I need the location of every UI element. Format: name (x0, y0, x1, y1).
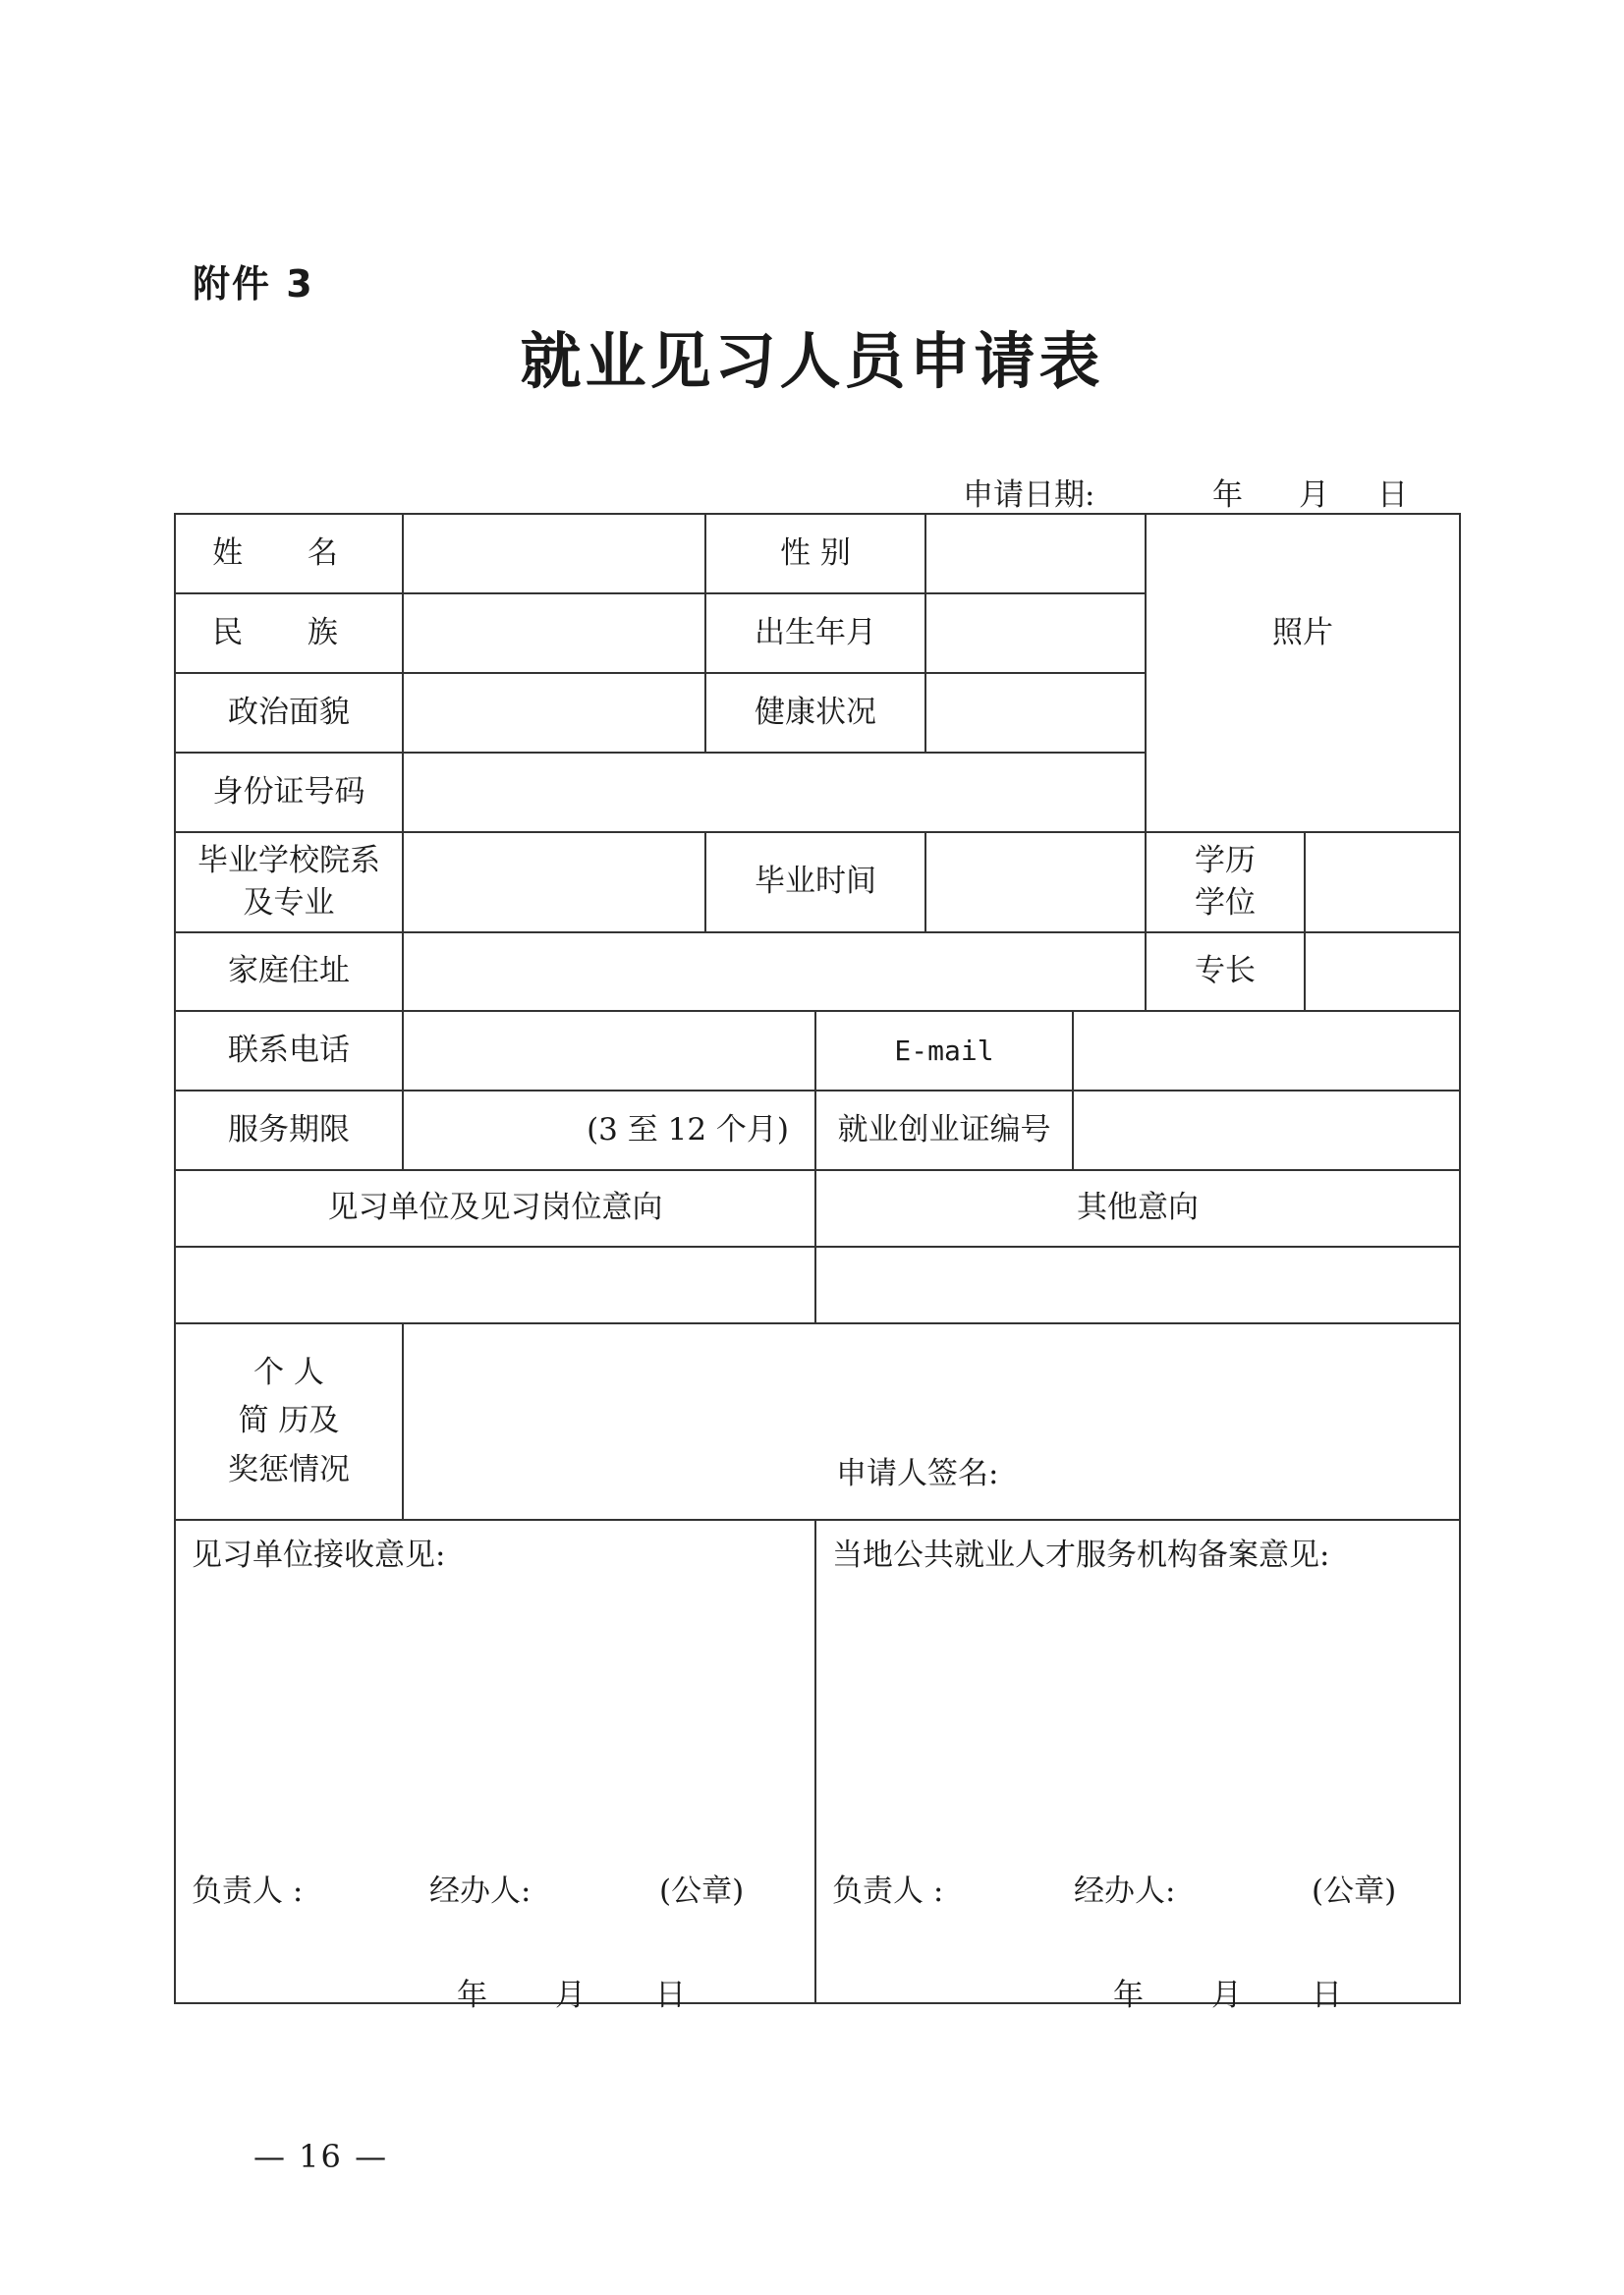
birth-label: 出生年月 (705, 593, 925, 673)
school-label-line1: 毕业学校院系 (197, 842, 380, 878)
gender-field[interactable] (925, 514, 1146, 593)
email-label: E-mail (815, 1011, 1073, 1091)
photo-box[interactable] (1146, 514, 1460, 832)
page-title: 就业见习人员申请表 (520, 325, 1104, 397)
right-responsible-label: 负责人 : (832, 1874, 944, 1909)
resume-label-line1: 个 人 (253, 1354, 324, 1390)
id-number-label: 身份证号码 (175, 753, 403, 832)
right-date-month: 月 (1211, 1978, 1242, 2013)
date-month: 月 (1299, 477, 1329, 513)
school-label-line2: 及专业 (243, 885, 335, 921)
address-label: 家庭住址 (175, 932, 403, 1011)
ethnicity-field[interactable] (403, 593, 705, 673)
employment-service-opinion-title: 当地公共就业人才服务机构备案意见: (832, 1538, 1330, 1573)
right-handler-label: 经办人: (1074, 1874, 1176, 1909)
resume-label-line3: 奖惩情况 (228, 1451, 350, 1487)
phone-label: 联系电话 (175, 1011, 403, 1091)
employment-cert-label: 就业创业证编号 (815, 1091, 1073, 1170)
other-intent-field[interactable] (815, 1247, 1460, 1323)
intern-unit-opinion-box[interactable] (175, 1520, 815, 2013)
right-date-year: 年 (1113, 1978, 1144, 2013)
service-period-field[interactable] (403, 1091, 815, 1170)
left-handler-label: 经办人: (429, 1874, 532, 1909)
grad-time-field[interactable] (925, 832, 1146, 932)
birth-field[interactable] (925, 593, 1146, 673)
address-field[interactable] (403, 932, 1146, 1011)
name-field[interactable] (403, 514, 705, 593)
degree-field[interactable] (1305, 832, 1460, 932)
political-field[interactable] (403, 673, 705, 753)
ethnicity-label: 民 族 (175, 593, 403, 673)
health-field[interactable] (925, 673, 1146, 753)
applicant-signature-label: 申请人签名: (836, 1455, 999, 1491)
page-number: — 16 — (253, 2138, 389, 2175)
intern-unit-opinion-title: 见习单位接收意见: (192, 1538, 446, 1573)
date-year: 年 (1212, 477, 1243, 513)
resume-label (175, 1323, 403, 1520)
right-seal-label: (公章) (1312, 1874, 1397, 1909)
intern-intent-label: 见习单位及见习岗位意向 (175, 1170, 815, 1247)
specialty-label: 专长 (1146, 932, 1305, 1011)
left-seal-label: (公章) (659, 1874, 745, 1909)
left-date-year: 年 (457, 1978, 487, 2013)
degree-label-line1: 学历 (1195, 842, 1257, 878)
name-label: 姓 名 (175, 514, 403, 593)
photo-label: 照片 (1272, 615, 1334, 651)
degree-label-line2: 学位 (1195, 885, 1257, 921)
employment-service-opinion-box[interactable] (815, 1520, 1460, 2013)
date-label: 申请日期: (963, 477, 1095, 513)
id-number-field[interactable] (403, 753, 1146, 832)
email-field[interactable] (1073, 1011, 1460, 1091)
application-form (174, 513, 1461, 2013)
resume-field[interactable] (403, 1323, 1460, 1520)
gender-label: 性 别 (705, 514, 925, 593)
degree-label (1146, 832, 1305, 932)
grad-time-label: 毕业时间 (705, 832, 925, 932)
political-label: 政治面貌 (175, 673, 403, 753)
left-date-month: 月 (555, 1978, 586, 2013)
service-period-label: 服务期限 (175, 1091, 403, 1170)
service-period-note: (3 至 12 个月) (587, 1111, 789, 1148)
health-label: 健康状况 (705, 673, 925, 753)
resume-label-line2: 简 历及 (238, 1403, 340, 1439)
phone-field[interactable] (403, 1011, 815, 1091)
left-date-day: 日 (655, 1978, 686, 2013)
other-intent-label: 其他意向 (815, 1170, 1460, 1247)
intern-intent-field[interactable] (175, 1247, 815, 1323)
right-date-day: 日 (1312, 1978, 1342, 2013)
attachment-label: 附件 3 (193, 262, 314, 306)
date-day: 日 (1377, 477, 1408, 513)
school-label (175, 832, 403, 932)
employment-cert-field[interactable] (1073, 1091, 1460, 1170)
school-field[interactable] (403, 832, 705, 932)
specialty-field[interactable] (1305, 932, 1460, 1011)
left-responsible-label: 负责人 : (192, 1874, 304, 1909)
